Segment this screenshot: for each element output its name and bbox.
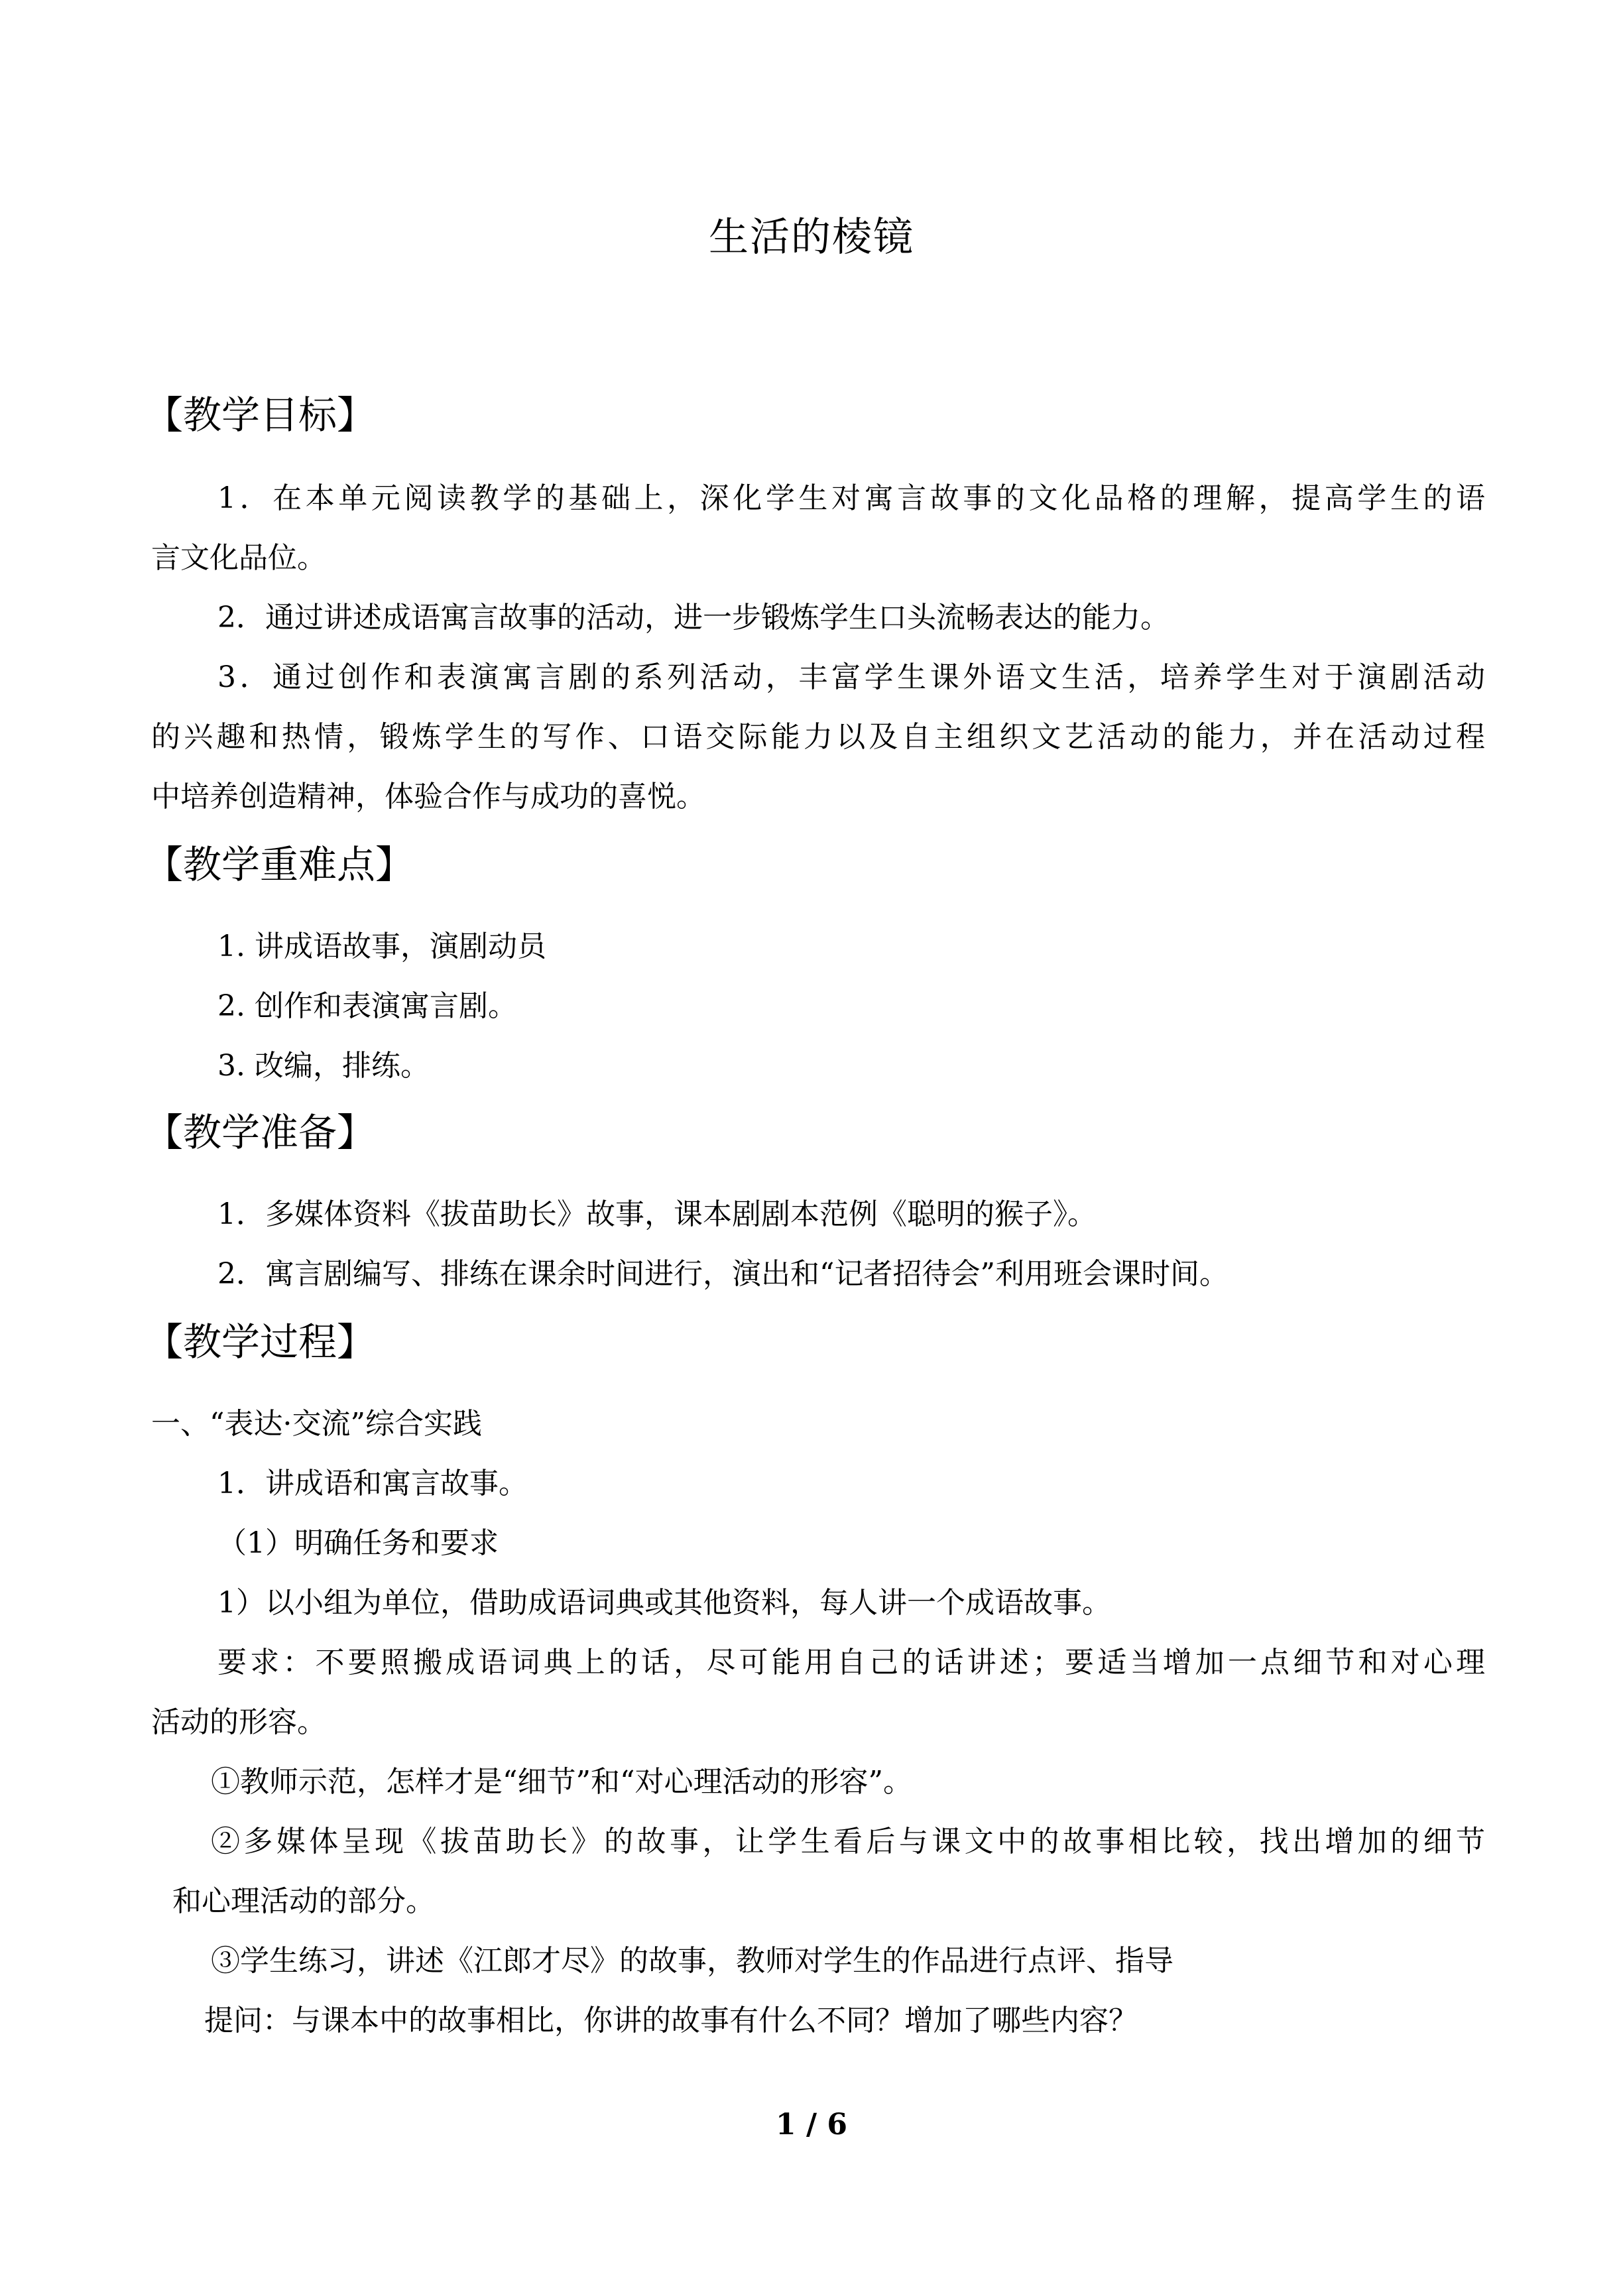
process-sub-1: （1）明确任务和要求 <box>217 1526 499 1560</box>
requirement-line-2: 活动的形容。 <box>151 1705 326 1739</box>
process-step-1: 1．讲成语和寓言故事。 <box>217 1467 528 1500</box>
circled-item-3: ③学生练习，讲述《江郎才尽》的故事，教师对学生的作品进行点评、指导 <box>211 1944 1173 1978</box>
process-part-1: 一、“表达·交流”综合实践 <box>151 1407 482 1441</box>
circled-item-1: ①教师示范，怎样才是“细节”和“对心理活动的形容”。 <box>211 1765 912 1799</box>
process-task-1: 1）以小组为单位，借助成语词典或其他资料，每人讲一个成语故事。 <box>217 1586 1111 1620</box>
key-point-3: 3. 改编，排练。 <box>217 1049 430 1083</box>
preparation-1: 1．多媒体资料《拔苗助长》故事，课本剧剧本范例《聪明的猴子》。 <box>217 1197 1097 1231</box>
section-heading-process: 【教学过程】 <box>145 1319 376 1364</box>
requirement-line-1: 要求：不要照搬成语词典上的话，尽可能用自己的话讲述；要适当增加一点细节和对心理 <box>217 1646 1485 1679</box>
preparation-2: 2．寓言剧编写、排练在课余时间进行，演出和“记者招待会”利用班会课时间。 <box>217 1257 1229 1291</box>
key-point-2: 2. 创作和表演寓言剧。 <box>217 989 517 1023</box>
objective-3-line-3: 中培养创造精神，体验合作与成功的喜悦。 <box>151 780 705 814</box>
objective-3-line-1: 3．通过创作和表演寓言剧的系列活动，丰富学生课外语文生活，培养学生对于演剧活动 <box>217 660 1485 694</box>
objective-1-line-2: 言文化品位。 <box>151 541 326 575</box>
objective-1-line-1: 1．在本单元阅读教学的基础上，深化学生对寓言故事的文化品格的理解，提高学生的语 <box>217 481 1485 515</box>
key-point-1: 1. 讲成语故事，演剧动员 <box>217 930 546 963</box>
circled-item-2-line-1: ②多媒体呈现《拔苗助长》的故事，让学生看后与课文中的故事相比较，找出增加的细节 <box>211 1825 1485 1858</box>
page-number: 1 / 6 <box>776 2108 847 2142</box>
circled-item-2-line-2: 和心理活动的部分。 <box>172 1884 435 1918</box>
section-heading-key-points: 【教学重难点】 <box>145 842 414 887</box>
question-text: 提问：与课本中的故事相比，你讲的故事有什么不同？增加了哪些内容？ <box>204 2004 1138 2037</box>
section-heading-preparation: 【教学准备】 <box>145 1110 376 1155</box>
page-title: 生活的棱镜 <box>709 214 914 261</box>
section-heading-objectives: 【教学目标】 <box>145 393 376 438</box>
objective-3-line-2: 的兴趣和热情，锻炼学生的写作、口语交际能力以及自主组织文艺活动的能力，并在活动过程 <box>151 720 1485 754</box>
objective-2: 2．通过讲述成语寓言故事的活动，进一步锻炼学生口头流畅表达的能力。 <box>217 601 1170 634</box>
